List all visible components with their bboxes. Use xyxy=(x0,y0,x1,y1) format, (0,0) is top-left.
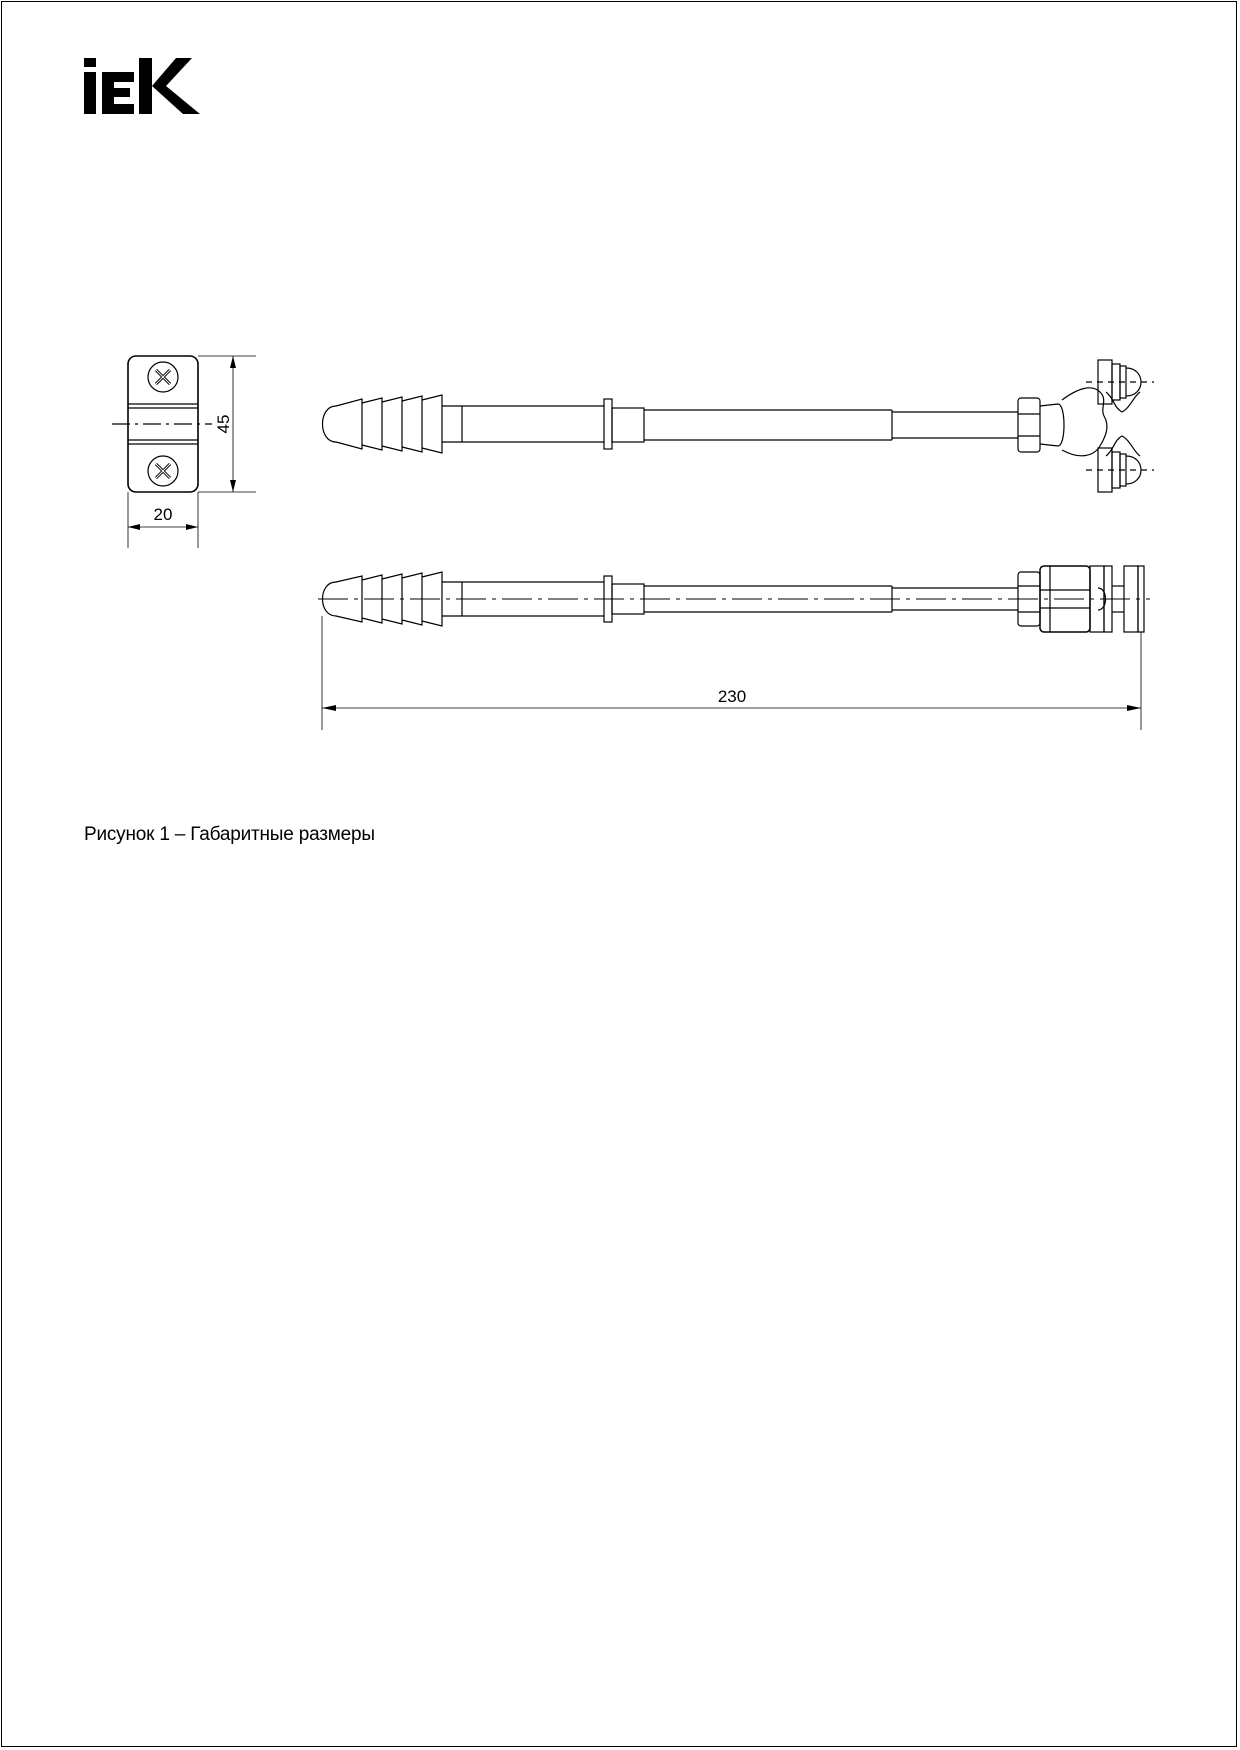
dim-label-width: 20 xyxy=(153,505,173,524)
technical-drawing xyxy=(0,0,1240,800)
screw-icon xyxy=(148,362,178,392)
dim-label-length: 230 xyxy=(717,687,747,706)
dim-label-height: 45 xyxy=(214,414,233,434)
side-view-top xyxy=(323,360,1155,492)
side-view-bottom xyxy=(318,566,1150,632)
front-view xyxy=(112,356,256,548)
figure-caption: Рисунок 1 – Габаритные размеры xyxy=(84,824,375,845)
length-dimension xyxy=(322,616,1141,730)
screw-icon xyxy=(148,456,178,486)
